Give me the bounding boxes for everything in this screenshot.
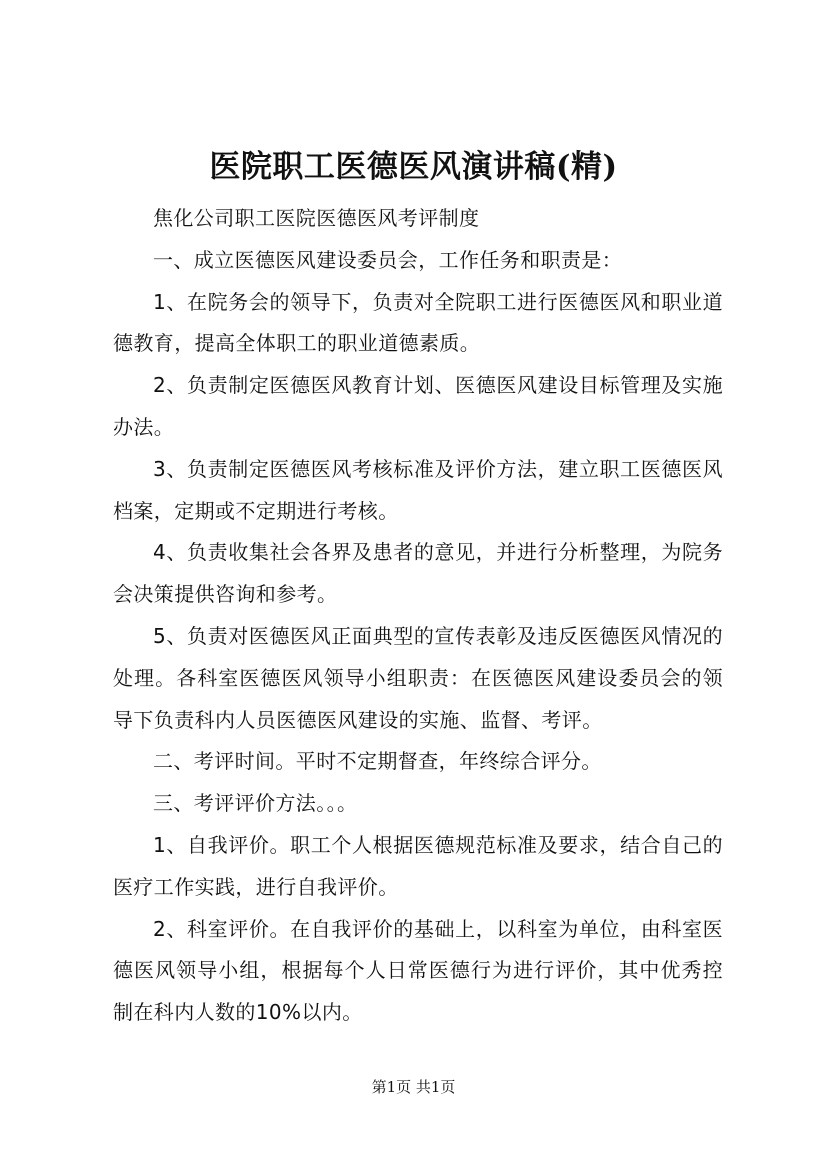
page-footer: 第1页 共1页 [371, 1078, 456, 1096]
document-body [113, 198, 723, 1034]
paragraph-2: 一、成立医德医风建设委员会，工作任务和职责是： [153, 247, 623, 272]
paragraph-5: 3、负责制定医德医风考核标准及评价方法，建立职工医德医风档案，定期或不定期进行考核。 [113, 456, 723, 523]
paragraph-10: 1、自我评价。职工个人根据医德规范标准及要求，结合自己的医疗工作实践，进行自我评价。 [113, 832, 723, 899]
paragraph-11: 2、科室评价。在自我评价的基础上，以科室为单位，由科室医德医风领导小组，根据每个人日常医德行为进行评价，其中优秀控制在科内人数的10%以内。 [113, 916, 723, 1025]
paragraph-3: 1、在院务会的领导下，负责对全院职工进行医德医风和职业道德教育，提高全体职工的职业道德素质。 [113, 289, 723, 356]
paragraph-1: 焦化公司职工医院医德医风考评制度 [153, 206, 480, 230]
paragraph-7: 5、负责对医德医风正面典型的宣传表彰及违反医德医风情况的处理。各科室医德医风领导小组职责：在医德医风建设委员会的领导下负责科内人员医德医风建设的实施、监督、考评。 [113, 623, 723, 732]
paragraph-6: 4、负责收集社会各界及患者的意见，并进行分析整理，为院务会决策提供咨询和参考。 [113, 540, 723, 607]
paragraph-4: 2、负责制定医德医风教育计划、医德医风建设目标管理及实施办法。 [113, 373, 723, 439]
paragraph-8: 二、考评时间。平时不定期督查，年终综合评分。 [153, 749, 602, 774]
paragraph-9: 三、考评评价方法。。。 [153, 791, 358, 816]
document-title: 医院职工医德医风演讲稿(精) [209, 149, 618, 185]
